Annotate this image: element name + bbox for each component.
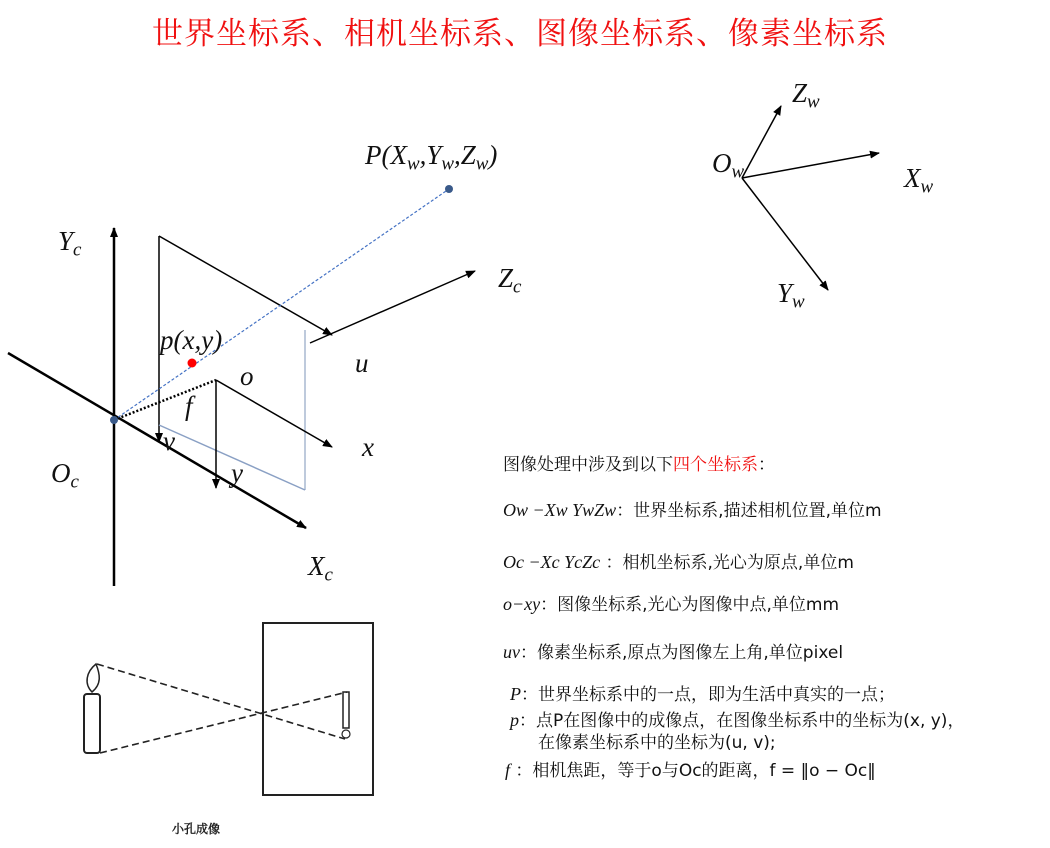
pinhole-illustration xyxy=(84,623,373,795)
yw-axis xyxy=(742,178,828,290)
label-Yc: $Y_c$ xyxy=(58,226,82,261)
label-P: $P(X_w,Y_w,Z_w)$ xyxy=(365,140,498,175)
candle-body xyxy=(84,694,100,753)
label-p: p(x,y) xyxy=(160,325,223,355)
label-o: o xyxy=(240,361,254,391)
page-title: 世界坐标系、相机坐标系、图像坐标系、像素坐标系 xyxy=(152,16,888,52)
item-pixel: uv：像素坐标系,原点为图像左上角,单位pixel xyxy=(503,642,844,663)
pinhole-caption: 小孔成像 xyxy=(172,822,221,836)
image-point-p xyxy=(188,359,197,368)
image-plane-top-u-axis xyxy=(159,236,332,335)
camera-origin xyxy=(110,416,118,424)
zc-axis xyxy=(310,271,475,343)
note-p-cont: 在像素坐标系中的坐标为(u, v); xyxy=(538,733,776,753)
x-axis xyxy=(216,380,332,447)
label-f: f xyxy=(185,391,193,421)
note-P: P：世界坐标系中的一点，即为生活中真实的一点； xyxy=(510,684,895,705)
camera-box xyxy=(263,623,373,795)
xw-axis xyxy=(742,153,879,178)
xc-axis xyxy=(8,353,306,528)
label-Ow: $O_w$ xyxy=(712,148,745,183)
label-Xw: $X_w$ xyxy=(904,163,934,198)
zw-axis xyxy=(742,106,781,178)
label-Oc: $O_c$ xyxy=(51,458,79,493)
world-point-P xyxy=(445,185,453,193)
label-v: v xyxy=(163,426,175,456)
note-f: f ：相机焦距，等于o与Oc的距离，f = ‖o − Oc‖ xyxy=(505,760,876,781)
item-camera: Oc −Xc YcZc ：相机坐标系,光心为原点,单位m xyxy=(503,552,854,573)
candle-flame xyxy=(87,664,99,692)
label-Zc: $Z_c$ xyxy=(498,263,522,298)
label-Xc: $X_c$ xyxy=(308,551,333,586)
label-x: x xyxy=(362,432,374,462)
intro-line: 图像处理中涉及到以下四个坐标系： xyxy=(503,455,775,475)
label-u: u xyxy=(355,348,369,378)
label-Zw: $Z_w$ xyxy=(792,78,820,113)
item-world: Ow −Xw YwZw：世界坐标系,描述相机位置,单位m xyxy=(503,500,882,521)
inverted-image xyxy=(343,692,349,728)
focal-length-line xyxy=(114,380,216,420)
item-image: o−xy：图像坐标系,光心为图像中点,单位mm xyxy=(503,594,840,615)
label-Yw: $Y_w$ xyxy=(777,278,805,313)
note-p: p：点P在图像中的成像点，在图像坐标系中的坐标为(x, y)， xyxy=(510,710,965,731)
label-y: y xyxy=(231,458,243,488)
